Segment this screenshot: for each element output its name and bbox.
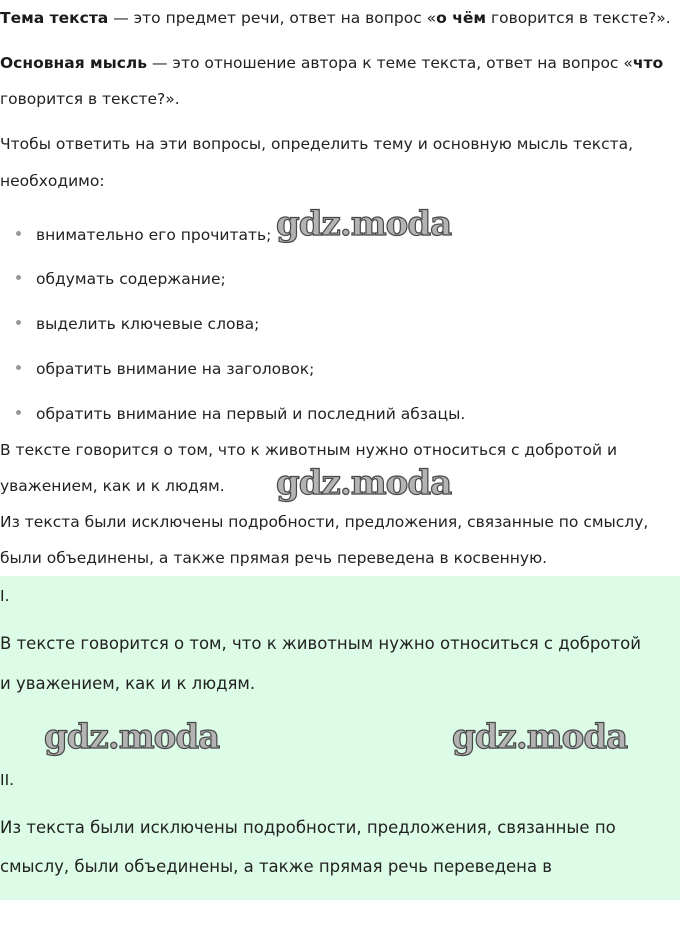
- answer-line1: В тексте говорится о том, что к животным нужно относиться с добротой и: [0, 441, 618, 459]
- topic-text-before: — это предмет речи, ответ на вопрос «: [108, 9, 437, 27]
- step-text: обратить внимание на заголовок;: [36, 360, 315, 378]
- idea-term: Основная мысль: [0, 54, 148, 72]
- list-item: [16, 225, 271, 245]
- bullet-icon: [16, 410, 21, 415]
- bullet-icon: [16, 320, 21, 325]
- version2-label: II.: [0, 771, 15, 789]
- answer-line3: Из текста были исключены подробности, предложения, связанные по смыслу,: [0, 513, 649, 531]
- version1-line2: и уважением, как и к людям.: [0, 674, 256, 693]
- watermark-logo: gdz.moda: [276, 204, 452, 244]
- idea-definition-line2: говорится в тексте?».: [0, 90, 180, 108]
- bullet-icon: [16, 231, 21, 236]
- idea-definition: [0, 53, 663, 73]
- instruction-line2: необходимо:: [0, 172, 105, 190]
- idea-text-before: — это отношение автора к теме текста, ответ на вопрос «: [147, 54, 633, 72]
- watermark-logo: gdz.moda: [44, 717, 220, 757]
- instruction-line1: Чтобы ответить на эти вопросы, определить тему и основную мысль текста,: [0, 135, 634, 153]
- bullet-icon: [16, 275, 21, 280]
- list-item: [16, 269, 226, 289]
- bullet-icon: [16, 365, 21, 370]
- step-text: выделить ключевые слова;: [36, 315, 260, 333]
- answer-line4: были объединены, а также прямая речь переведена в косвенную.: [0, 549, 548, 567]
- version1-label: I.: [0, 587, 10, 605]
- step-text: обдумать содержание;: [36, 270, 226, 288]
- answer-line2: уважением, как и к людям.: [0, 477, 225, 495]
- list-item: [16, 314, 259, 334]
- version2-line2: смыслу, были объединены, а также прямая речь переведена в: [0, 857, 553, 876]
- topic-question: о чём: [436, 9, 487, 27]
- watermark-logo: gdz.moda: [276, 463, 452, 503]
- step-text: обратить внимание на первый и последний абзацы.: [36, 405, 466, 423]
- list-item: [16, 359, 314, 379]
- version1-line1: В тексте говорится о том, что к животным нужно относиться с добротой: [0, 634, 641, 653]
- idea-question: что: [632, 54, 664, 72]
- topic-term: Тема текста: [0, 9, 109, 27]
- watermark-logo: gdz.moda: [452, 717, 628, 757]
- topic-text-after: говорится в тексте?».: [486, 9, 671, 27]
- step-text: внимательно его прочитать;: [36, 226, 272, 244]
- list-item: [16, 404, 465, 424]
- topic-definition: [0, 8, 671, 28]
- version2-line1: Из текста были исключены подробности, предложения, связанные по: [0, 818, 616, 837]
